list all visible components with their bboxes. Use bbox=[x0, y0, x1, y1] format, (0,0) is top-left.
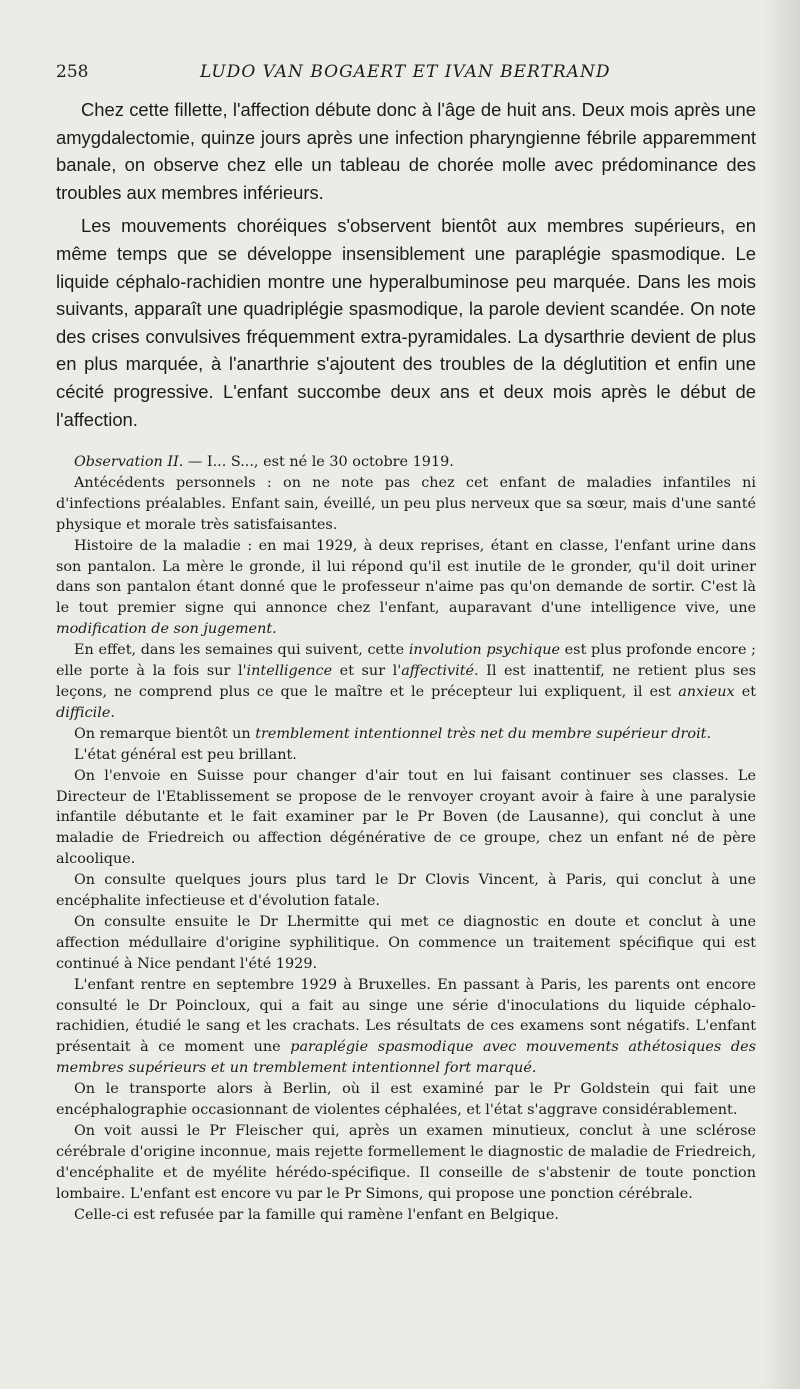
effet-text-a: En effet, dans les semaines qui suivent, cette bbox=[74, 642, 409, 659]
bruxelles-text: L'enfant rentre en septembre 1929 à Bruxelles. En passant à Paris, les parents ont encore consulté le Dr Poincloux, qui a fait au singe une série d'inoculations du liquide céphalo-rachidien, étudié le sang et les crachats. Les résultats de ces examens sont négatifs. L'enfant présentait à ce moment une bbox=[56, 976, 756, 1056]
paragraph-antecedents: Antécédents personnels : on ne note pas chez cet enfant de maladies infantiles ni d'infections préalables. Enfant sain, éveillé, un peu plus nerveux que sa sœur, mais d'une santé physique et morale très satisfaisantes. bbox=[56, 474, 756, 533]
tremblement-text: On remarque bientôt un bbox=[74, 725, 256, 742]
observation-subject: — I... S..., est né le 30 octobre 1919. bbox=[183, 454, 454, 470]
paragraph-refus: Celle-ci est refusée par la famille qui ramène l'enfant en Belgique. bbox=[74, 1206, 559, 1223]
observation-block bbox=[56, 452, 756, 1226]
paragraph-bruxelles bbox=[56, 975, 756, 1080]
effet-text-g: Il est inattentif, ne retient plus ses leçons, ne comprend plus ce que le maître et le précepteur lui expliquent, il est bbox=[56, 663, 756, 700]
effet-emph-d: intelligence bbox=[246, 663, 333, 680]
paragraph-vincent: On consulte quelques jours plus tard le Dr Clovis Vincent, à Paris, qui conclut à une encéphalite infectieuse et d'évolution fatale. bbox=[56, 872, 756, 910]
paragraph-effet bbox=[56, 640, 756, 724]
histoire-emphasis: modification de son jugement. bbox=[56, 621, 277, 638]
page-edge-shadow bbox=[762, 0, 800, 1389]
page-number: 258 bbox=[56, 62, 89, 82]
paragraph-tremblement bbox=[56, 724, 756, 745]
paragraph-lhermitte: On consulte ensuite le Dr Lhermitte qui met ce diagnostic en doute et conclut à une affection médullaire d'origine syphilitique. On commence un traitement spécifique qui est continué à Nice pendant l'été 1929. bbox=[56, 913, 756, 972]
main-text bbox=[56, 96, 756, 439]
running-header bbox=[56, 62, 756, 88]
effet-emph-b: involution psychique bbox=[408, 642, 560, 659]
observation-heading bbox=[56, 452, 756, 473]
paragraph-etat: L'état général est peu brillant. bbox=[74, 746, 297, 763]
effet-emph-f: affectivité. bbox=[401, 663, 479, 680]
running-title: LUDO VAN BOGAERT ET IVAN BERTRAND bbox=[200, 62, 611, 82]
histoire-text: Histoire de la maladie : en mai 1929, à deux reprises, étant en classe, l'enfant urine dans son pantalon. La mère le gronde, il lui répond qu'il est inutile de le gronder, qu'il doit uriner dans son pantalon étant donné que le professeur n'aime pas qu'on demande de sortir. C'est là le tout premier signe qui annonce chez l'enfant, auparavant d'une intelligence vive, une bbox=[56, 537, 756, 617]
bruxelles-emphasis: paraplégie spasmodique avec mouvements athétosiques des membres supérieurs et un tremblement intentionnel fort marqué. bbox=[56, 1039, 756, 1077]
effet-text-i: et bbox=[734, 683, 756, 700]
observation-label: Observation II. bbox=[74, 454, 184, 470]
paragraph-berlin: On le transporte alors à Berlin, où il est examiné par le Pr Goldstein qui fait une encéphalographie occasionnant de violentes céphalées, et l'état s'aggrave considérablement. bbox=[56, 1081, 756, 1119]
paragraph-fleischer: On voit aussi le Pr Fleischer qui, après un examen minutieux, conclut à une sclérose cérébrale d'origine inconnue, mais rejette formellement le diagnostic de maladie de Friedreich, d'encéphalite et de myélite hérédo-spécifique. Il conseille de s'abstenir de toute ponction lombaire. L'enfant est encore vu par le Pr Simons, qui propose une ponction cérébrale. bbox=[56, 1123, 756, 1202]
paragraph-onset: Chez cette fillette, l'affection débute donc à l'âge de huit ans. Deux mois après une amygdalectomie, quinze jours après une infection pharyngienne fébrile apparemment banale, on observe chez elle un tableau de chorée molle avec prédominance des troubles aux membres inférieurs. bbox=[56, 99, 756, 203]
effet-text-c: est plus profonde encore ; elle porte à la fois sur l' bbox=[56, 642, 756, 680]
effet-emph-j: difficile. bbox=[56, 704, 115, 721]
paragraph-evolution: Les mouvements choréiques s'observent bientôt aux membres supérieurs, en même temps que se développe insensiblement une paraplégie spasmodique. Le liquide céphalo-rachidien montre une hyperalbuminose peu marquée. Dans les mois suivants, apparaît une quadriplégie spasmodique, la parole devient scandée. On note des crises convulsives fréquemment extra-pyramidales. La dysarthrie devient de plus en plus marquée, à l'anarthrie s'ajoutent des troubles de la déglutition et enfin une cécité progressive. L'enfant succombe deux ans et deux mois après le début de l'affection. bbox=[56, 215, 756, 430]
effet-emph-h: anxieux bbox=[678, 683, 735, 700]
tremblement-emphasis: tremblement intentionnel très net du membre supérieur droit. bbox=[255, 725, 712, 742]
paragraph-histoire bbox=[56, 536, 756, 641]
effet-text-e: et sur l' bbox=[332, 663, 402, 680]
paragraph-suisse: On l'envoie en Suisse pour changer d'air tout en lui faisant continuer ses classes. Le Directeur de l'Etablissement se propose de le renvoyer croyant avoir à faire à une paralysie infantile débutante et le fait examiner par le Pr Boven (de Lausanne), qui conclut à une maladie de Friedreich ou affection dégénérative de ce groupe, chez un enfant né de père alcoolique. bbox=[56, 767, 756, 868]
